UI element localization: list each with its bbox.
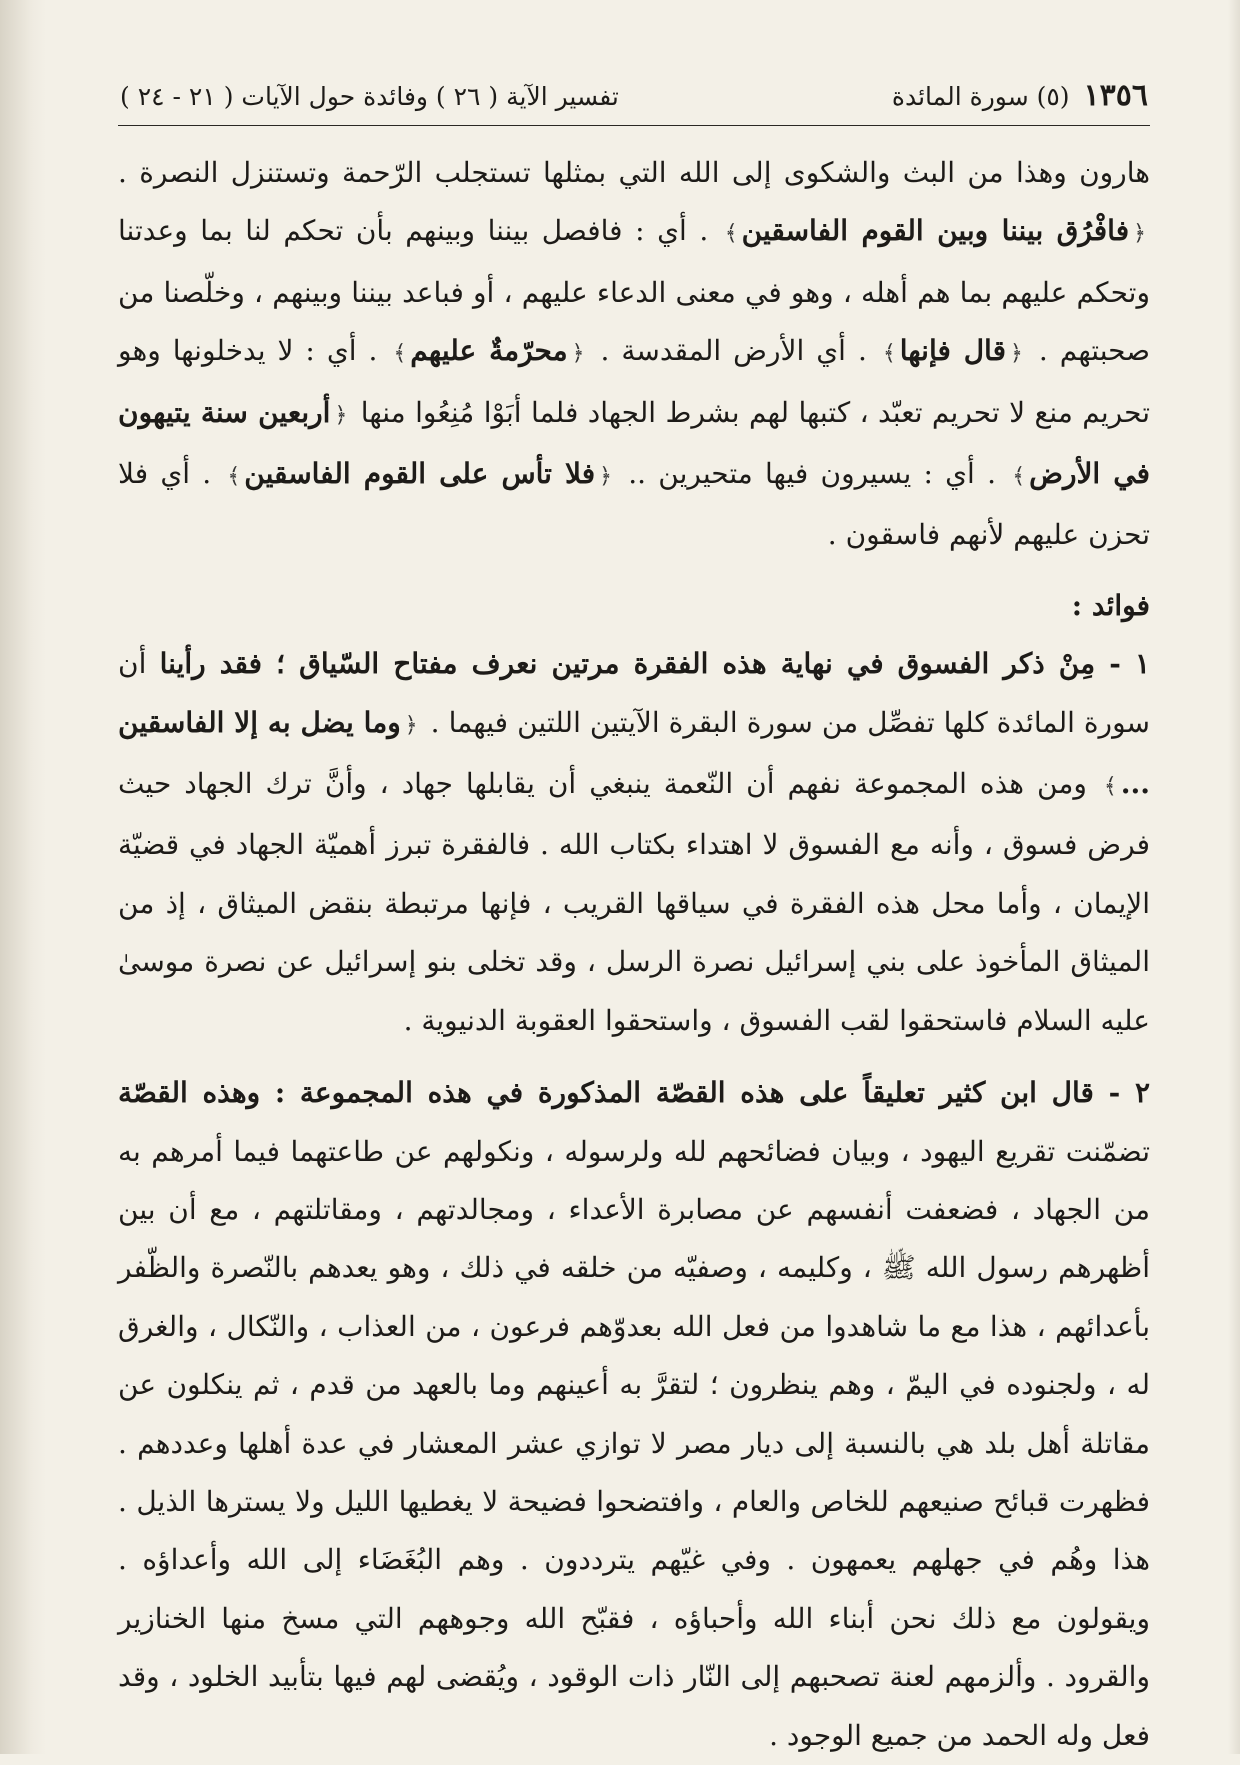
text-run: . أي الأرض المقدسة . bbox=[600, 334, 867, 368]
page-edge-shadow bbox=[1228, 0, 1240, 1754]
page-number: ١٣٥٦ bbox=[1083, 78, 1148, 113]
text-run: . أي فلا تحزن عليهم لأنهم فاسقون . bbox=[118, 457, 1150, 552]
paragraph-lead: ٢ - قال ابن كثير تعليقاً على هذه القصّة المذكورة في هذه المجموعة : وهذه القصّة bbox=[118, 1076, 1150, 1110]
quote-text: فلا تأس على القوم الفاسقين bbox=[244, 457, 596, 491]
quran-quote bbox=[721, 214, 1150, 247]
text-run: . أي : يسيرون فيها متحيرين .. bbox=[628, 457, 996, 491]
ornate-bracket-close-icon: ﴾ bbox=[227, 464, 241, 490]
ornate-bracket-open-icon: ﴿ bbox=[1133, 221, 1146, 247]
quote-text: فافْرُق بيننا وبين القوم الفاسقين bbox=[741, 214, 1130, 248]
quran-quote bbox=[223, 457, 616, 490]
text-run: هارون وهذا من البث والشكوى إلى الله التي بمثلها تستجلب الرّحمة وتستنزل النصرة . bbox=[118, 156, 1150, 189]
quote-text: وما يضل به إلا الفاسقين ... bbox=[118, 705, 1151, 801]
benefit-paragraph-2 bbox=[118, 1064, 1150, 1765]
commentary-paragraph bbox=[118, 144, 1150, 565]
surah-title: (٥) سورة المائدة bbox=[891, 82, 1070, 111]
text-run: ومن هذه المجموعة نفهم أن النّعمة ينبغي أن يقابلها جهاد ، وأنَّ ترك الجهاد حيث فرض فسوق ، وأنه مع الفسوق لا اهتداء بكتاب الله . فالفقرة تبرز أهميّة الجهاد في قضيّة الإيمان ، وأما محل هذه الفقرة في سياقها القريب ، فإنها مرتبطة بنقض الميثاق ، إذ من الميثاق المأخوذ على بني إسرائيل نصرة الرسل ، وقد تخلى بنو إسرائيل عن نصرة موسىٰ عليه السلام فاستحقوا لقب الفسوق ، واستحقوا العقوبة الدنيوية . bbox=[118, 767, 1150, 1037]
running-header bbox=[118, 78, 1150, 126]
text-run: . أي : لا يدخلونها وهو تحريم منع لا تحريم تعبّد ، كتبها لهم بشرط الجهاد فلما أبَوْا مُنِعُوا منها bbox=[118, 334, 1150, 429]
section-title: تفسير الآية ( ٢٦ ) وفائدة حول الآيات ( ٢١ - ٢٤ ) bbox=[120, 82, 619, 111]
ornate-bracket-open-icon: ﴿ bbox=[571, 341, 585, 367]
text-run: . أي : فافصل بيننا وبينهم بأن تحكم لنا بما وعدتنا وتحكم عليهم بما هم أهله ، وهو في معنى الدعاء عليهم ، أو فباعد بيننا وبينهم ، وخلّصنا من صحبتهم . bbox=[118, 214, 1150, 368]
ornate-bracket-open-icon: ﴿ bbox=[1009, 341, 1023, 367]
page-gutter-shadow bbox=[0, 0, 46, 1754]
quran-quote bbox=[879, 334, 1027, 367]
ornate-bracket-close-icon: ﴾ bbox=[724, 221, 738, 247]
quote-text: محرّمةٌ عليهم bbox=[410, 334, 568, 368]
ornate-bracket-close-icon: ﴾ bbox=[882, 341, 896, 367]
quote-text: أربعين سنة يتيهون في الأرض bbox=[118, 395, 1151, 491]
page-body bbox=[118, 126, 1150, 1765]
ornate-bracket-close-icon: ﴾ bbox=[393, 341, 407, 367]
quran-quote bbox=[389, 334, 588, 367]
paragraph-gap bbox=[118, 1050, 1150, 1064]
text-run: تضمّنت تقريع اليهود ، وبيان فضائحهم لله ولرسوله ، ونكولهم عن طاعتهما فيما أمرهم به من الجهاد ، فضعفت أنفسهم عن مصابرة الأعداء ، ومجالدتهم ، ومقاتلتهم ، مع أن بين أظهرهم رسول الله ﷺ ، وكليمه ، وصفيّه من خلقه في ذلك ، وهو يعدهم بالنّصرة والظّفر بأعدائهم ، هذا مع ما شاهدوا من فعل الله بعدوّهم فرعون ، من العذاب ، والنّكال ، والغرق له ، ولجنوده في اليمّ ، وهم ينظرون ؛ لتقرَّ به أعينهم وما بالعهد من قدم ، ثم ينكلون عن مقاتلة أهل بلد هي بالنسبة إلى ديار مصر لا توازي عشر المعشار في عدة أهلها وعددهم . فظهرت قبائح صنيعهم للخاص والعام ، وافتضحوا فضيحة لا يغطيها الليل ولا يسترها الذيل . هذا وهُم في جهلهم يعمهون . وفي غيّهم يترددون . وهم البُغَضَاء إلى الله وأعداؤه . ويقولون مع ذلك نحن أبناء الله وأحباؤه ، فقبّح الله وجوههم التي مسخ منها الخنازير والقرود . وألزمهم لعنة تصحبهم إلى النّار ذات الوقود ، ويُقضى لهم فيها بتأبيد الخلود ، وقد فعل وله الحمد من جميع الوجود . bbox=[118, 1134, 1151, 1752]
ornate-bracket-close-icon: ﴾ bbox=[1012, 464, 1026, 490]
section-heading: فوائد : bbox=[1071, 588, 1150, 622]
benefit-paragraph-1 bbox=[118, 635, 1150, 1050]
ornate-bracket-open-icon: ﴿ bbox=[599, 464, 613, 490]
ornate-bracket-open-icon: ﴿ bbox=[404, 712, 418, 738]
ornate-bracket-close-icon: ﴾ bbox=[1103, 774, 1117, 800]
ornate-bracket-open-icon: ﴿ bbox=[334, 402, 348, 428]
paragraph-lead: ١ - مِنْ ذكر الفسوق في نهاية هذه الفقرة مرتين نعرف مفتاح السّياق ؛ فقد رأينا bbox=[159, 647, 1150, 681]
header-right-group bbox=[892, 78, 1148, 113]
quote-text: قال فإنها bbox=[899, 334, 1006, 368]
book-page bbox=[118, 78, 1150, 1765]
text-run: أن سورة المائدة كلها تفصِّل من سورة البقرة الآيتين اللتين فيهما . bbox=[118, 647, 1151, 739]
